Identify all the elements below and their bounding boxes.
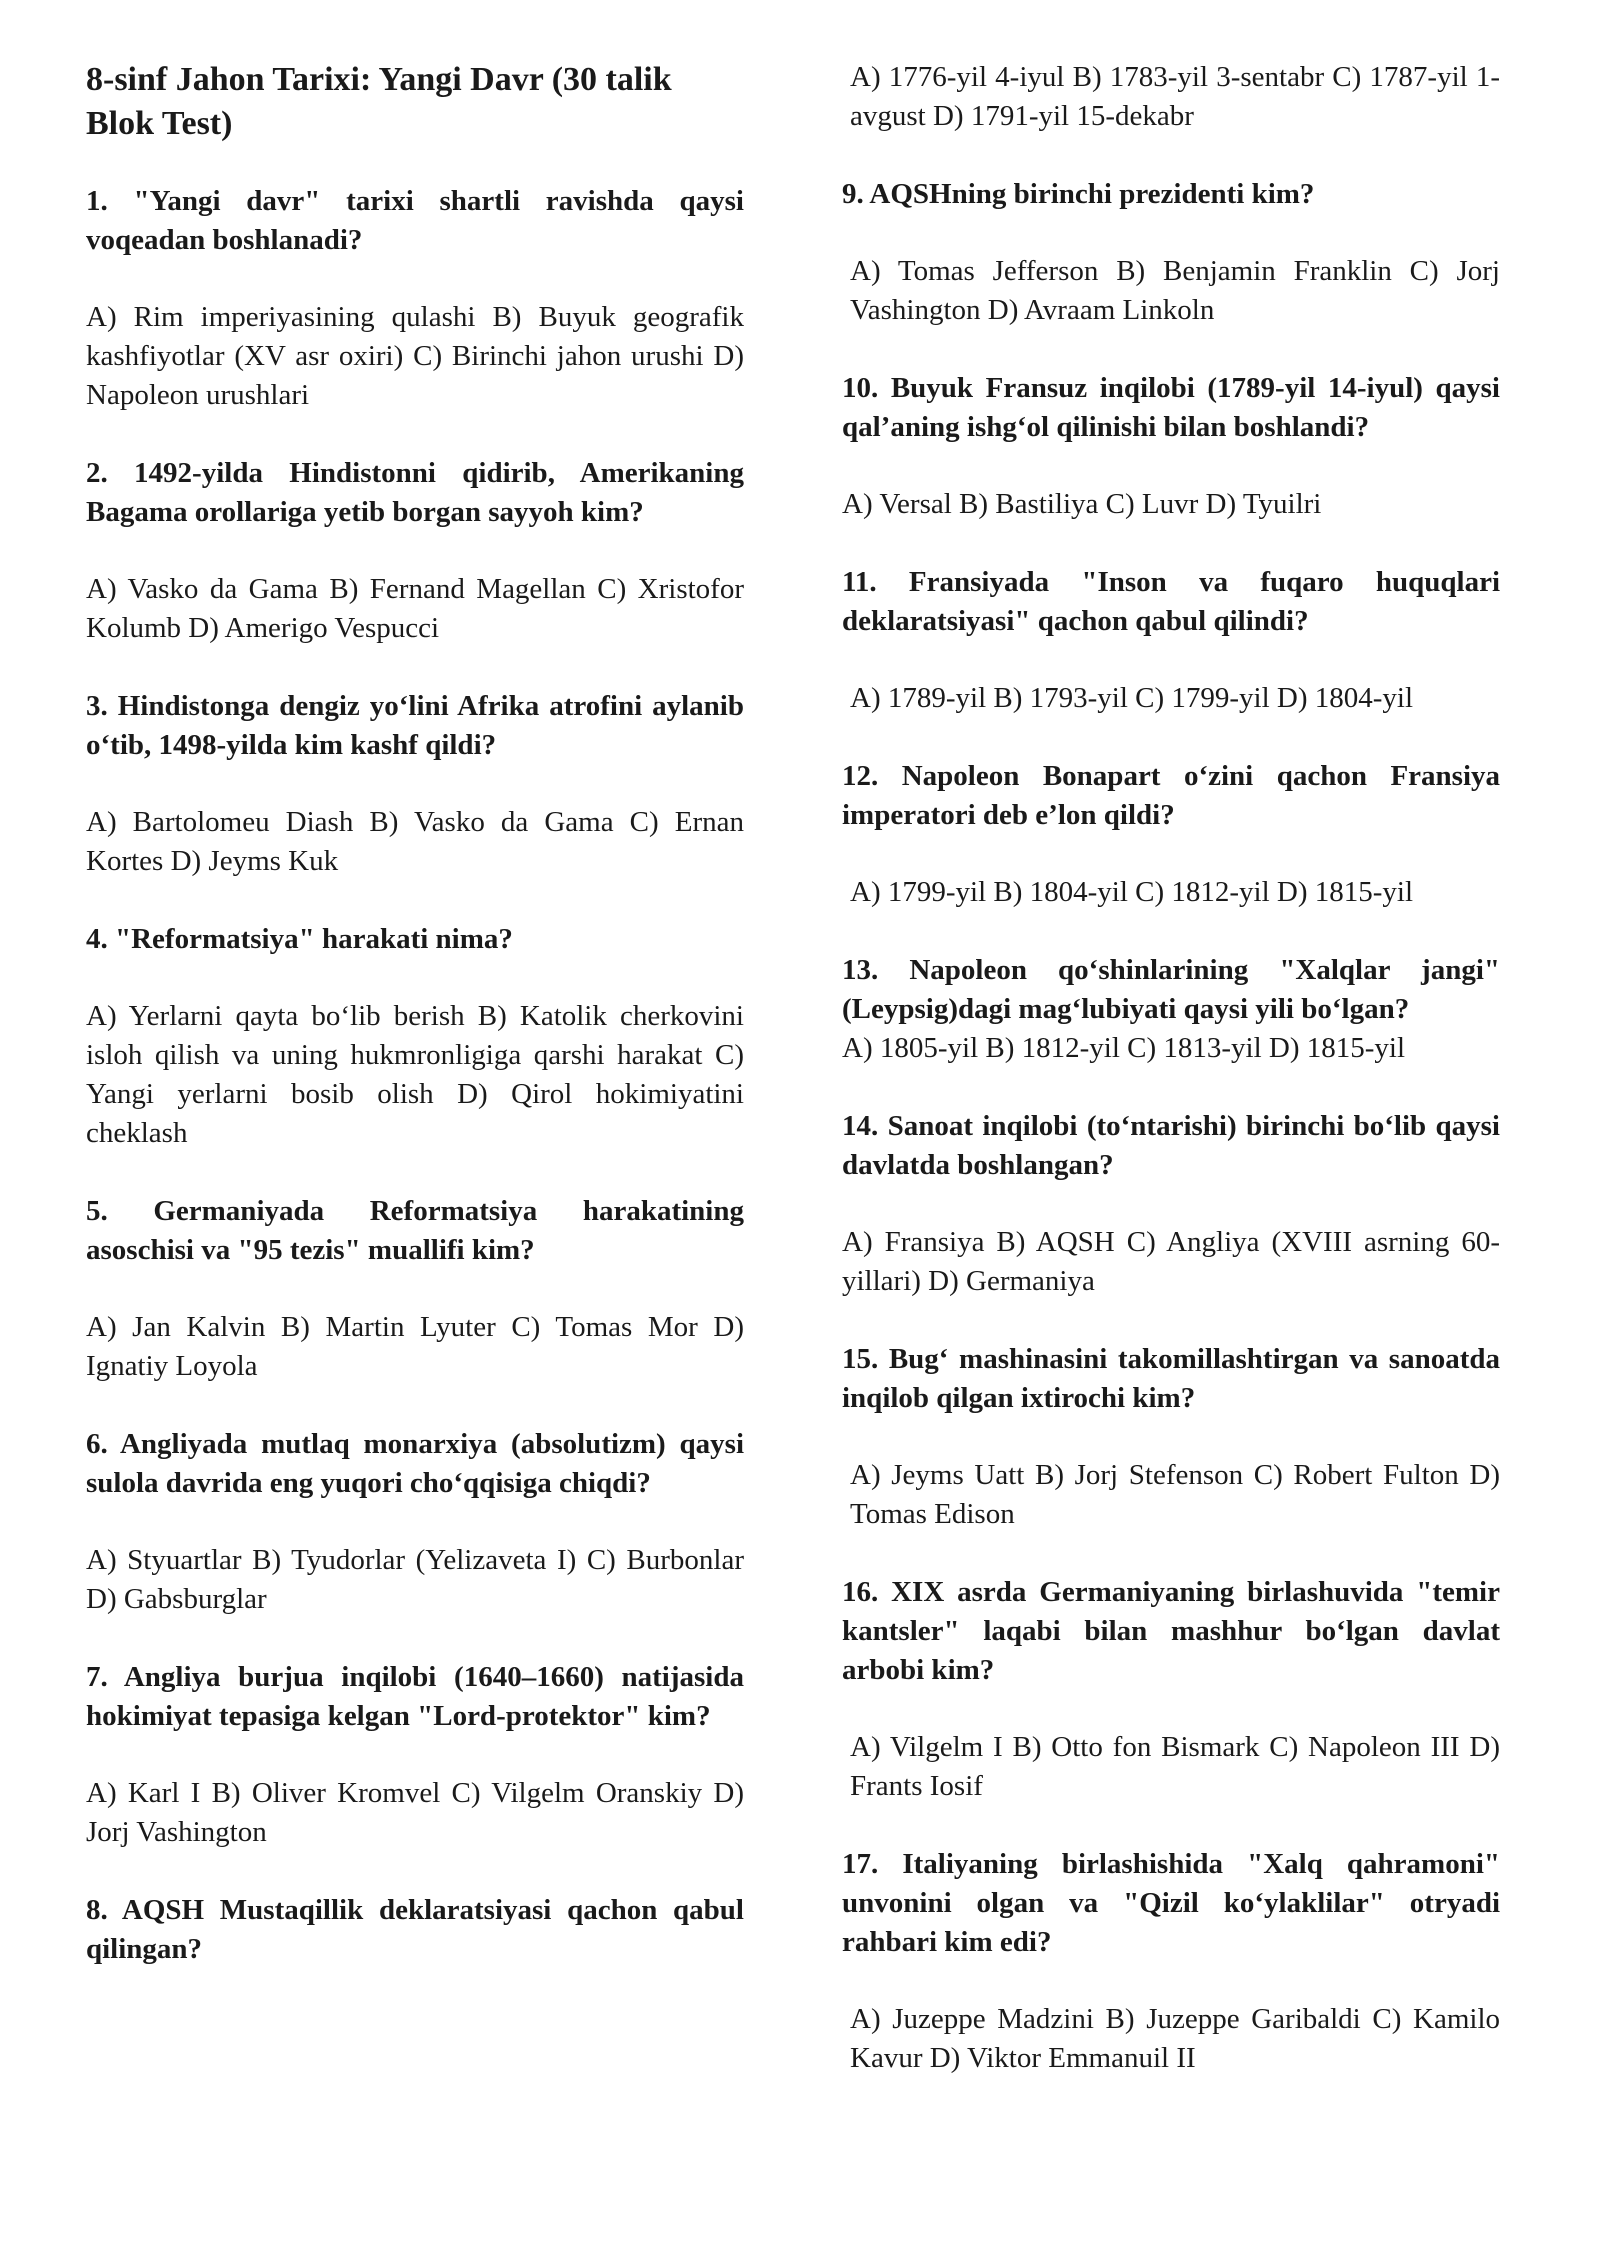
question-7	[86, 1658, 744, 1852]
document-title: 8-sinf Jahon Tarixi: Yangi Davr (30 talik Blok Test)	[86, 61, 672, 142]
question-text: 14. Sanoat inqilobi (to‘ntarishi) birinchi bo‘lib qaysi davlatda boshlangan?	[842, 1110, 1500, 1181]
question-text: 8. AQSH Mustaqillik deklaratsiyasi qachon qabul qilingan?	[86, 1894, 744, 1965]
question-11	[842, 563, 1500, 718]
answer-options: A) 1805-yil B) 1812-yil C) 1813-yil D) 1815-yil	[842, 1032, 1406, 1064]
question-text: 5. Germaniyada Reformatsiya harakatining asoschisi va "95 tezis" muallifi kim?	[86, 1195, 744, 1266]
question-text: 2. 1492-yilda Hindistonni qidirib, Amerikaning Bagama orollariga yetib borgan sayyoh kim?	[86, 457, 744, 528]
answer-options: A) 1799-yil B) 1804-yil C) 1812-yil D) 1815-yil	[850, 876, 1414, 908]
question-text: 12. Napoleon Bonapart o‘zini qachon Fransiya imperatori deb e’lon qildi?	[842, 760, 1500, 831]
answer-options: A) Karl I B) Oliver Kromvel C) Vilgelm Oranskiy D) Jorj Vashington	[86, 1777, 744, 1848]
question-2	[86, 454, 744, 648]
answer-options: A) Yerlarni qayta bo‘lib berish B) Katolik cherkovini isloh qilish va uning hukmronligiga qarshi harakat C) Yangi yerlarni bosib olish D) Qirol hokimiyatini cheklash	[86, 1000, 744, 1149]
question-17	[842, 1845, 1500, 2078]
answer-options: A) Vilgelm I B) Otto fon Bismark C) Napoleon III D) Frants Iosif	[850, 1731, 1500, 1802]
question-8-answers	[842, 58, 1500, 136]
left-column	[86, 58, 744, 1969]
question-text: 11. Fransiyada "Inson va fuqaro huquqlari deklaratsiyasi" qachon qabul qilindi?	[842, 566, 1500, 637]
question-text: 15. Bug‘ mashinasini takomillashtirgan va sanoatda inqilob qilgan ixtirochi kim?	[842, 1343, 1500, 1414]
question-15	[842, 1340, 1500, 1534]
question-10	[842, 369, 1500, 524]
answer-options: A) Juzeppe Madzini B) Juzeppe Garibaldi C) Kamilo Kavur D) Viktor Emmanuil II	[850, 2003, 1500, 2074]
answer-options: A) Versal B) Bastiliya C) Luvr D) Tyuilri	[842, 488, 1322, 520]
right-column	[842, 58, 1500, 2117]
question-text: 13. Napoleon qo‘shinlarining "Xalqlar jangi" (Leypsig)dagi mag‘lubiyati qaysi yili bo‘lgan?	[842, 954, 1500, 1025]
question-text: 10. Buyuk Fransuz inqilobi (1789-yil 14-iyul) qaysi qal’aning ishg‘ol qilinishi bilan boshlandi?	[842, 372, 1500, 443]
answer-options: A) Bartolomeu Diash B) Vasko da Gama C) Ernan Kortes D) Jeyms Kuk	[86, 806, 744, 877]
question-text: 6. Angliyada mutlaq monarxiya (absolutizm) qaysi sulola davrida eng yuqori cho‘qqisiga chiqdi?	[86, 1428, 744, 1499]
answer-options: A) 1776-yil 4-iyul B) 1783-yil 3-sentabr C) 1787-yil 1-avgust D) 1791-yil 15-dekabr	[850, 61, 1500, 132]
answer-options: A) Styuartlar B) Tyudorlar (Yelizaveta I) C) Burbonlar D) Gabsburglar	[86, 1544, 744, 1615]
answer-options: A) Fransiya B) AQSH C) Angliya (XVIII asrning 60-yillari) D) Germaniya	[842, 1226, 1500, 1297]
answer-options: A) Vasko da Gama B) Fernand Magellan C) Xristofor Kolumb D) Amerigo Vespucci	[86, 573, 744, 644]
question-14	[842, 1107, 1500, 1301]
question-3	[86, 687, 744, 881]
question-1	[86, 182, 744, 415]
answer-options: A) 1789-yil B) 1793-yil C) 1799-yil D) 1804-yil	[850, 682, 1414, 714]
question-text: 7. Angliya burjua inqilobi (1640–1660) natijasida hokimiyat tepasiga kelgan "Lord-protektor" kim?	[86, 1661, 744, 1732]
answer-options: A) Jeyms Uatt B) Jorj Stefenson C) Robert Fulton D) Tomas Edison	[850, 1459, 1500, 1530]
question-text: 16. XIX asrda Germaniyaning birlashuvida "temir kantsler" laqabi bilan mashhur bo‘lgan davlat arbobi kim?	[842, 1576, 1500, 1686]
question-text: 1. "Yangi davr" tarixi shartli ravishda qaysi voqeadan boshlanadi?	[86, 185, 744, 256]
question-text: 4. "Reformatsiya" harakati nima?	[86, 923, 513, 955]
question-12	[842, 757, 1500, 912]
question-8	[86, 1891, 744, 1969]
question-9	[842, 175, 1500, 330]
question-5	[86, 1192, 744, 1386]
question-6	[86, 1425, 744, 1619]
question-text: 17. Italiyaning birlashishida "Xalq qahramoni" unvonini olgan va "Qizil ko‘ylaklilar" otryadi rahbari kim edi?	[842, 1848, 1500, 1958]
answer-options: A) Jan Kalvin B) Martin Lyuter C) Tomas Mor D) Ignatiy Loyola	[86, 1311, 744, 1382]
question-16	[842, 1573, 1500, 1806]
answer-options: A) Rim imperiyasining qulashi B) Buyuk geografik kashfiyotlar (XV asr oxiri) C) Birinchi jahon urushi D) Napoleon urushlari	[86, 301, 744, 411]
question-text: 3. Hindistonga dengiz yo‘lini Afrika atrofini aylanib o‘tib, 1498-yilda kim kashf qildi?	[86, 690, 744, 761]
question-13	[842, 951, 1500, 1068]
question-text: 9. AQSHning birinchi prezidenti kim?	[842, 178, 1315, 210]
question-4	[86, 920, 744, 1153]
answer-options: A) Tomas Jefferson B) Benjamin Franklin C) Jorj Vashington D) Avraam Linkoln	[850, 255, 1500, 326]
